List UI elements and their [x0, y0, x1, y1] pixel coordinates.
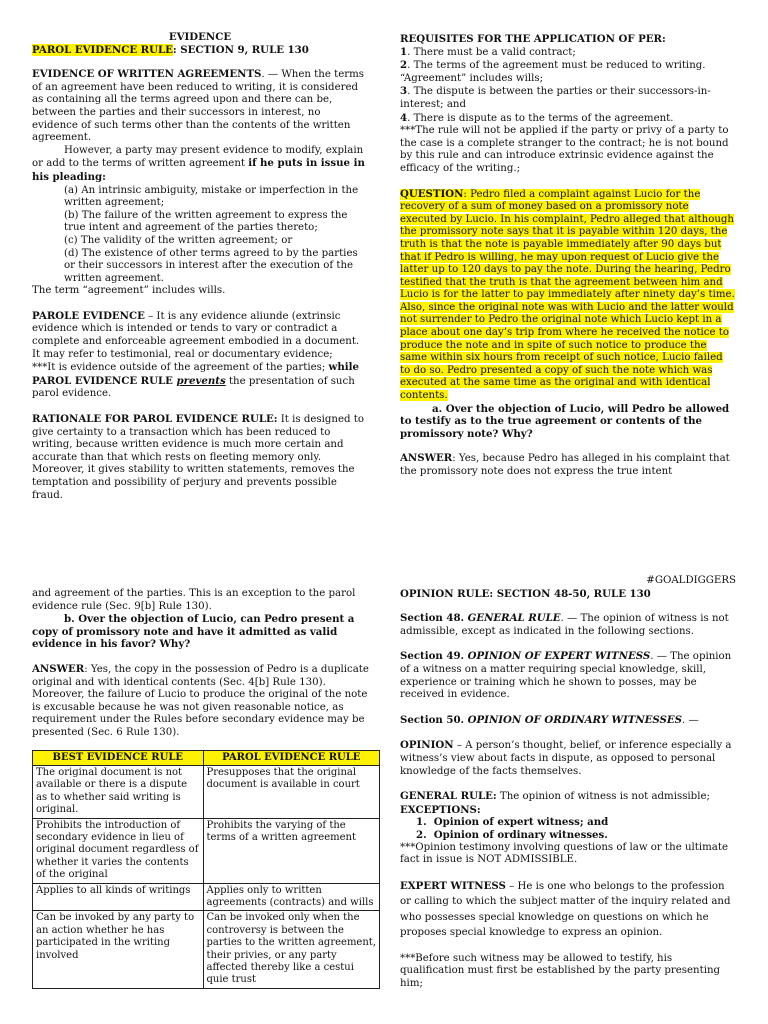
however-paragraph: However, a party may present evidence to modify, explain or add to the terms of written agreement if he puts in issue in his pleading:: [32, 144, 365, 183]
parole-evidence-paragraph: PAROLE EVIDENCE – It is any evidence aliunde (extrinsic evidence which is intended or tends to vary or contradict a complete and enforceable agreement embodied in a document. It may refer to testimonial, real or documentary evidence;: [32, 309, 360, 360]
table-header: BEST EVIDENCE RULE: [33, 750, 204, 765]
hashtag-label: #GOALDIGGERS: [646, 575, 736, 586]
requisites-heading: REQUISITES FOR THE APPLICATION OF PER:: [400, 33, 666, 45]
list-item: (d) The existence of other terms agreed to by the parties or their successors in interest after the execution of the written agreement.: [64, 247, 358, 284]
page-break: [0, 556, 768, 576]
bottom-right-column: [400, 575, 736, 990]
table-cell: Prohibits the introduction of secondary evidence in lieu of original document regardless of whether it varies the contents of the original: [33, 818, 204, 883]
table-cell: The original document is not available or there is a dispute as to whether said writing is original.: [33, 765, 204, 818]
wills-note: The term “agreement” includes wills.: [32, 285, 226, 297]
table-cell: Can be invoked by any party to an action whether he has participated in the writing involved: [33, 911, 204, 988]
exceptions-note: ***Opinion testimony involving questions of law or the ultimate fact in issue is NOT ADMISSIBLE.: [400, 841, 728, 866]
answer-a-paragraph: ANSWER: Yes, because Pedro has alleged in his complaint that the promissory note does not express the true intent: [400, 452, 730, 477]
table-row: [33, 818, 380, 883]
list-item: (b) The failure of the written agreement to express the true intent and agreement of the parties thereto;: [64, 209, 348, 234]
question-paragraph: QUESTION: Pedro filed a complaint against Lucio for the recovery of a sum of money based on a promissory note executed by Lucio. In his complaint, Pedro alleged that although the promissory note says that it is payable within 120 days, the truth is that the note is payable immediately after 90 days but that if Pedro is willing, he may upon request of Lucio give the latter up to 120 days to pay the note. During the hearing, Pedro testified that the truth is that the agreement between him and Lucio is for the latter to pay immediately after ninety day’s time. Also, since the original note was with Lucio and the latter would not surrender to Pedro the original note which Lucio kept in a place about one day’s trip from where he received the notice to produce the note and in spite of such notice to produce the same within six hours from receipt of such notice, Lucio failed to do so. Pedro presented a copy of such the note which was executed at the same time as the original and with identical contents.: [400, 187, 735, 402]
parole-evidence-note: ***It is evidence outside of the agreement of the parties; while PAROL EVIDENCE RULE prevents the presentation of such parol evidence.: [32, 361, 359, 400]
table-row: [33, 883, 380, 911]
sub-question-a: a. Over the objection of Lucio, will Pedro be allowed to testify as to the true agreement or contents of the promissory note? Why?: [400, 402, 730, 440]
table-header: PAROL EVIDENCE RULE: [203, 750, 380, 765]
expert-witness-note: ***Before such witness may be allowed to testify, his qualification must first be established by the party presenting him;: [400, 952, 721, 989]
continued-paragraph: and agreement of the parties. This is an exception to the parol evidence rule (Sec. 9[b] Rule 130).: [32, 588, 356, 612]
general-rule-paragraph: GENERAL RULE: The opinion of witness is not admissible;: [400, 790, 710, 803]
comparison-table: [32, 750, 380, 989]
opinion-definition: OPINION – A person’s thought, belief, or inference especially a witness’s view about facts in dispute, as opposed to personal knowledge of the facts themselves.: [400, 739, 732, 777]
requisites-note: ***The rule will not be applied if the party or privy of a party to the case is a complete stranger to the contract; he is not bound by this rule and can introduce extrinsic evidence against the efficacy of the writing.;: [400, 125, 729, 174]
bottom-left-column: [32, 588, 376, 989]
table-cell: Can be invoked only when the controversy is between the parties to the written agreement, their privies, or any party affected thereby like a cestui quie trust: [203, 911, 380, 988]
table-header-row: [33, 750, 380, 765]
answer-b-paragraph: ANSWER: Yes, the copy in the possession of Pedro is a duplicate original and with identical contents (Sec. 4[b] Rule 130). Moreover, the failure of Lucio to produce the original of the note is excusable because he was not given reasonable notice, as requirement under the Rules before secondary evidence may be presented (Sec. 6 Rule 130).: [32, 662, 369, 738]
table-cell: Prohibits the varying of the terms of a written agreement: [203, 818, 380, 883]
top-right-column: [400, 33, 736, 479]
opinion-rule-heading: OPINION RULE: SECTION 48-50, RULE 130: [400, 587, 651, 600]
requisite-item: 4. There is dispute as to the terms of the agreement.: [400, 111, 674, 124]
section-48-paragraph: Section 48. GENERAL RULE. — The opinion of witness is not admissible, except as indicated in the following sections.: [400, 612, 729, 637]
table-cell: Presupposes that the original document is available in court: [203, 765, 380, 818]
top-left-column: [32, 31, 368, 502]
table-row: [33, 911, 380, 988]
document-title: EVIDENCE: [168, 31, 232, 43]
section-subtitle: PAROL EVIDENCE RULE: SECTION 9, RULE 130: [32, 43, 309, 56]
section-49-paragraph: Section 49. OPINION OF EXPERT WITNESS. — The opinion of a witness on a matter requiring special knowledge, skill, experience or training which he shown to posses, may be received in evidence.: [400, 650, 732, 701]
table-cell: Applies only to written agreements (contracts) and wills: [203, 883, 380, 911]
table-cell: Applies to all kinds of writings: [33, 883, 204, 911]
requisite-item: 3. The dispute is between the parties or their successors-in-interest; and: [400, 85, 711, 110]
section-50-paragraph: Section 50. OPINION OF ORDINARY WITNESSES. —: [400, 713, 699, 726]
rationale-paragraph: RATIONALE FOR PAROL EVIDENCE RULE: It is designed to give certainty to a transaction which has been reduced to writing, because written evidence is much more certain and accurate than that which rests on fleeting memory only. Moreover, it gives stability to written statements, removes the temptation and possibility of perjury and prevents possible fraud.: [32, 413, 364, 501]
requisite-item: 2. The terms of the agreement must be reduced to writing. “Agreement” includes wills;: [400, 59, 706, 84]
exception-item: 1. Opinion of expert witness; and: [416, 816, 609, 829]
list-item: (c) The validity of the written agreement; or: [64, 234, 293, 246]
requisite-item: 1. There must be a valid contract;: [400, 45, 576, 58]
list-item: (a) An intrinsic ambiguity, mistake or imperfection in the written agreement;: [64, 184, 359, 209]
table-row: [33, 765, 380, 818]
exceptions-label: EXCEPTIONS:: [400, 803, 481, 816]
expert-witness-paragraph: EXPERT WITNESS – He is one who belongs to the profession or calling to which the subject matter of the inquiry related and who possesses special knowledge on questions on which he proposes special knowledge to express an opinion.: [400, 879, 731, 939]
sub-question-b: b. Over the objection of Lucio, can Pedro present a copy of promissory note and have it admitted as valid evidence in his favor? Why?: [32, 613, 355, 651]
written-agreements-paragraph: EVIDENCE OF WRITTEN AGREEMENTS. — When the terms of an agreement have been reduced to writing, it is considered as containing all the terms agreed upon and there can be, between the parties and their successors in interest, no evidence of such terms other than the contents of the written agreement.: [32, 68, 364, 144]
exception-item: 2. Opinion of ordinary witnesses.: [416, 828, 608, 841]
